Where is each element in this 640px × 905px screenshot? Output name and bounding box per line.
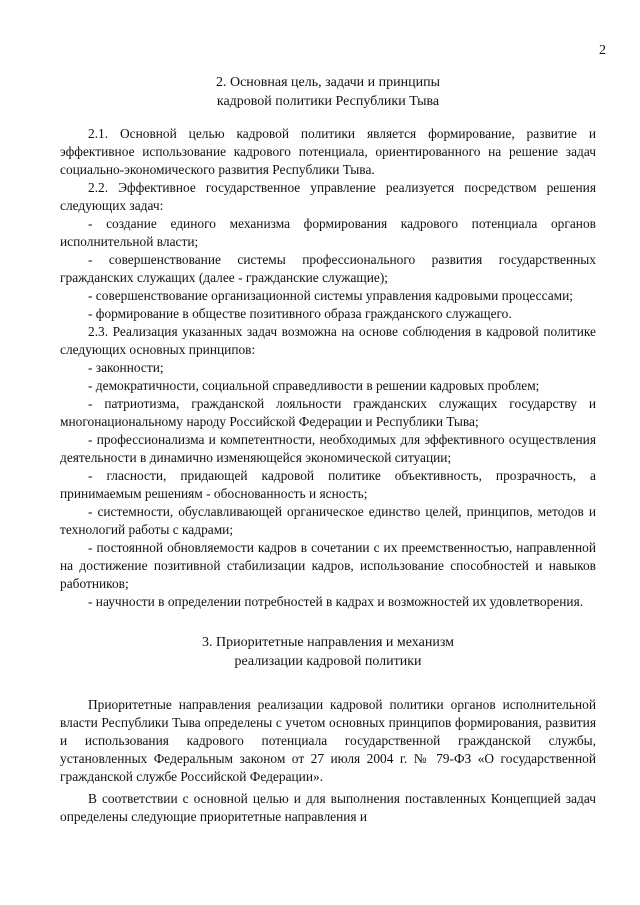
principle-item: - научности в определении потребностей в кадрах и возможностей их удовлетворения. xyxy=(88,594,584,609)
section-2-heading-line-1: 2. Основная цель, задачи и принципы xyxy=(215,75,441,90)
task-item: - совершенствование системы профессионального развития государственных гражданских служащих (далее - гражданские служащие); xyxy=(60,252,596,285)
task-item: - совершенствование организационной системы управления кадровыми процессами; xyxy=(88,288,574,303)
section-3-heading-line-1: 3. Приоритетные направления и механизм xyxy=(201,635,455,650)
paragraph-2-3: 2.3. Реализация указанных задач возможна на основе соблюдения в кадровой политике следующих основных принципов: xyxy=(60,324,596,357)
paragraph-3-intro: Приоритетные направления реализации кадровой политики органов исполнительной власти Республики Тыва определены с учетом основных принципов формирования, развития и использования кадрового потенциала государственной гражданской службы, установленных Федеральным законом от 27 июля 2004 г. № 79-ФЗ «О государственной гражданской службе Российской Федерации». xyxy=(60,697,596,784)
principle-item: - законности; xyxy=(88,360,164,375)
principle-item: - патриотизма, гражданской лояльности гражданских служащих государству и многонациональному народу Российской Федерации и Республики Тыва; xyxy=(60,396,596,429)
section-3-heading xyxy=(60,633,596,671)
principle-item: - демократичности, социальной справедливости в решении кадровых проблем; xyxy=(88,378,540,393)
task-item: - формирование в обществе позитивного образа гражданского служащего. xyxy=(88,306,512,321)
principle-item: - постоянной обновляемости кадров в сочетании с их преемственностью, направленной на достижение позитивной стабилизации кадров, использование способностей и навыков работников; xyxy=(60,540,596,591)
paragraph-3-continued: В соответствии с основной целью и для выполнения поставленных Концепцией задач определены следующие приоритетные направления и xyxy=(60,791,596,824)
section-2-heading xyxy=(60,73,596,111)
paragraph-2-1: 2.1. Основной целью кадровой политики является формирование, развитие и эффективное использование кадрового потенциала, ориентированного на решение задач социально-экономического развития Республики Тыва. xyxy=(60,126,596,177)
document-body xyxy=(60,73,596,826)
section-3-heading-line-2: реализации кадровой политики xyxy=(234,654,422,669)
principle-item: - системности, обуславливающей органическое единство целей, принципов, методов и технологий работы с кадрами; xyxy=(60,504,596,537)
task-item: - создание единого механизма формирования кадрового потенциала органов исполнительной власти; xyxy=(60,216,596,249)
principle-item: - гласности, придающей кадровой политике объективность, прозрачность, а принимаемым решениям - обоснованность и ясность; xyxy=(60,468,596,501)
section-2-heading-line-2: кадровой политики Республики Тыва xyxy=(216,94,440,109)
paragraph-2-2: 2.2. Эффективное государственное управление реализуется посредством решения следующих задач: xyxy=(60,180,596,213)
page-number: 2 xyxy=(599,43,606,58)
principle-item: - профессионализма и компетентности, необходимых для эффективного осуществления деятельности в динамично изменяющейся экономической ситуации; xyxy=(60,432,596,465)
